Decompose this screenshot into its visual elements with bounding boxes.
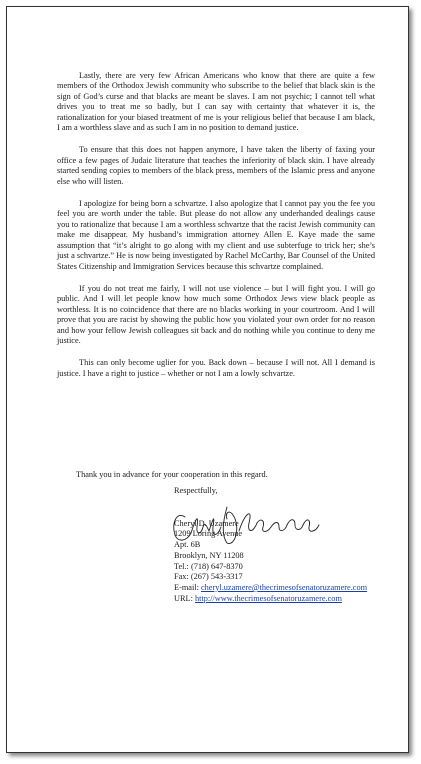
paragraph-1: Lastly, there are very few African Americans who know that there are quite a few members of the Orthodox Jewish community who subscribe to the belief that black skin is the sign of God’s curse and that blacks are meant be slaves. I am not psychic; I cannot tell what drives you to treat me so badly, but I can say with certainty that whatever it is, the rationalization for your biased treatment of me is your religious belief that because I am black, I am a worthless slave and as such I am in no position to demand justice. <box>57 71 375 133</box>
sender-name: Cheryl D. Uzamere <box>174 518 239 528</box>
city-line: Brooklyn, NY 11208 <box>174 550 244 560</box>
paragraph-2: To ensure that this does not happen anymore, I have taken the liberty of faxing your office a few pages of Judaic literature that teaches the inferiority of black skin. I have already started sending copies to members of the black press, members of the Islamic press and anyone else who will listen. <box>57 145 375 186</box>
letter-body <box>57 71 375 391</box>
email-label: E-mail: <box>174 582 199 592</box>
closing-line: Thank you in advance for your cooperation in this regard. <box>76 470 268 479</box>
paragraph-3: I apologize for being born a schvartze. I also apologize that I cannot pay you the fee you feel you are worth under the table. But please do not allow any underhanded dealings cause you to rationalize that because I am a worthless schvartze that the racist Jewish community can make me disappear. My husband’s immigration attorney Allen E. Kaye made the same assumption that “it’s alright to go along with my client and use subterfuge to trick her; she’s just a schvartze.” He is now being investigated by Rachel McCarthy, Bar Counsel of the United States Citizenship and Immigration Services because this schvartze complained. <box>57 199 375 271</box>
email-link[interactable]: cheryl.uzamere@thecrimesofsenatoruzamere.com <box>200 582 368 592</box>
letter-page <box>6 6 409 753</box>
paragraph-5: This can only become uglier for you. Back down – because I will not. All I demand is justice. I have a right to justice – whether or not I am a lowly schvartze. <box>57 358 375 378</box>
tel-label: Tel.: <box>174 561 189 571</box>
tel-line <box>174 562 384 573</box>
handwritten-signature-icon <box>169 497 334 547</box>
url-label: URL: <box>174 593 193 603</box>
url-link[interactable]: http://www.thecrimesofsenatoruzamere.com <box>194 593 342 603</box>
url-line <box>174 594 384 605</box>
address-line-2: Apt. 6B <box>174 540 201 550</box>
fax-label: Fax: <box>174 572 189 582</box>
fax-line <box>174 572 384 583</box>
paragraph-4: If you do not treat me fairly, I will not use violence – but I will fight you. I will go public. And I will let people know how much some Orthodox Jews view black people as worthless. It is no coincidence that there are no blacks working in your courtroom. And I will prove that you are racist by showing the public how you violated your own order for no reason and how your fellow Jewish colleagues sit back and do nothing while you continue to deny me justice. <box>57 283 375 345</box>
fax-value: (267) 543-3317 <box>190 572 243 582</box>
address-line-1: 1209 Loring Avenue <box>174 529 243 539</box>
tel-value: (718) 647-8370 <box>190 561 243 571</box>
email-line <box>174 583 384 594</box>
signoff: Respectfully, <box>174 486 218 495</box>
